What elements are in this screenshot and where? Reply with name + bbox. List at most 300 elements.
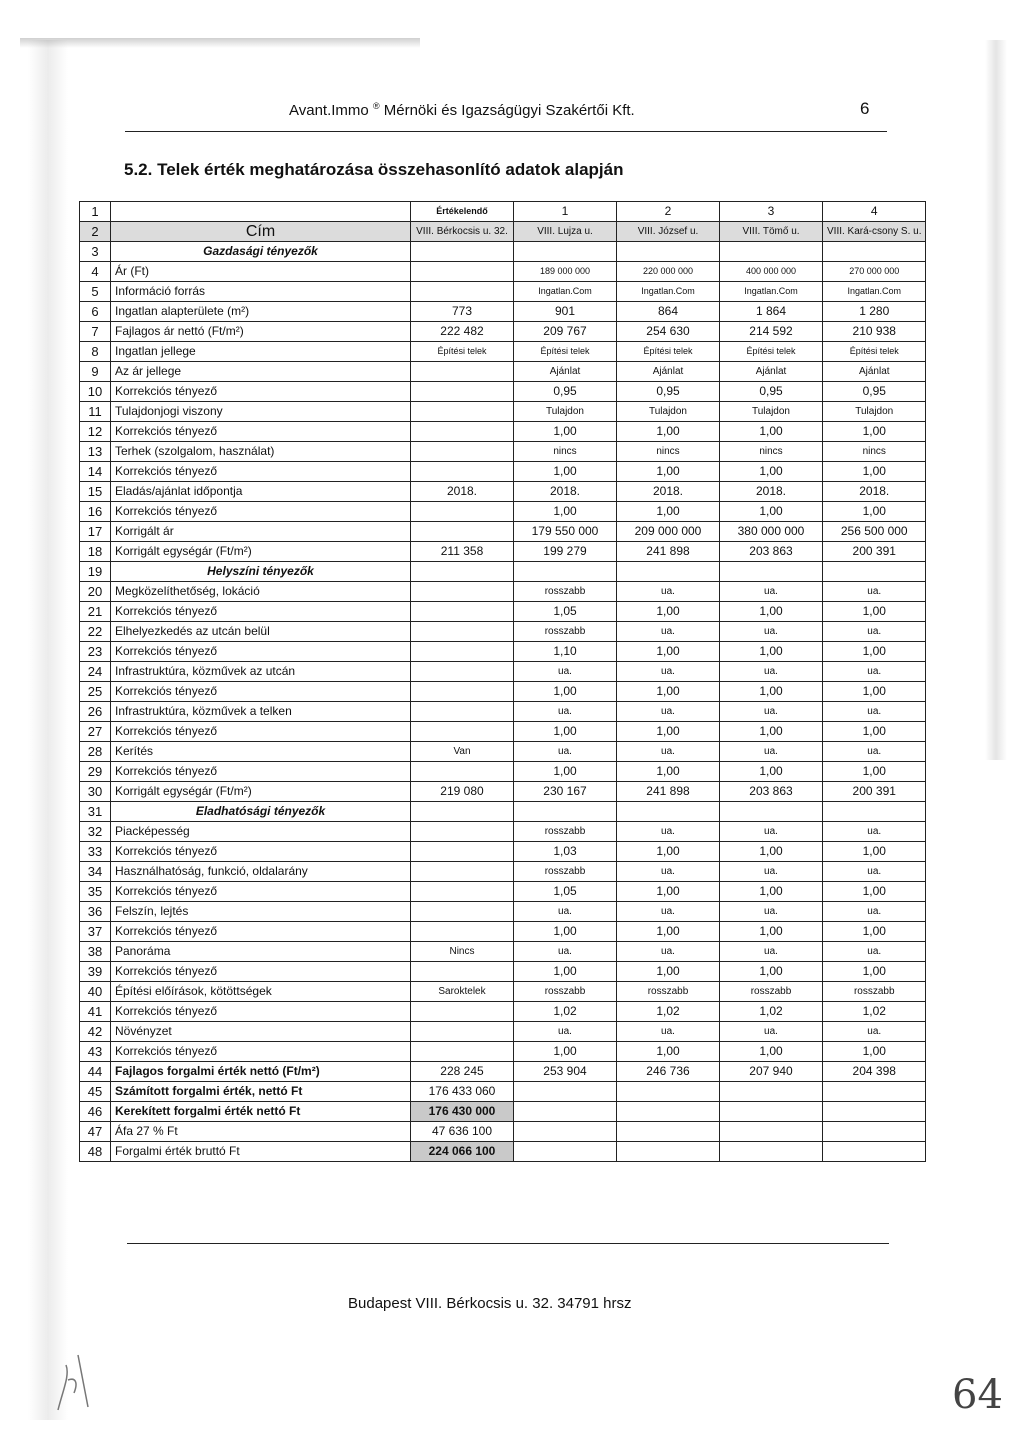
comparable-value: ua. [823, 1022, 926, 1042]
comparable-value: ua. [617, 902, 720, 922]
row-number: 24 [80, 662, 111, 682]
comparable-value [514, 562, 617, 582]
subject-value [411, 562, 514, 582]
comparable-value [823, 562, 926, 582]
table-row [80, 342, 926, 362]
comparable-value: 1,05 [514, 882, 617, 902]
comparable-value: 1,00 [720, 842, 823, 862]
subject-value: 47 636 100 [411, 1122, 514, 1142]
comparable-value: 246 736 [617, 1062, 720, 1082]
header-rule [125, 131, 887, 132]
row-label: Eladás/ajánlat időpontja [111, 482, 411, 502]
comparable-value: 1,00 [720, 642, 823, 662]
header-comparable-2: 2 [617, 202, 720, 222]
comparable-value [823, 802, 926, 822]
comparable-value: 220 000 000 [617, 262, 720, 282]
comparable-value: 1,00 [617, 642, 720, 662]
comparable-value: ua. [720, 702, 823, 722]
table-row [80, 602, 926, 622]
header-comparable-1: 1 [514, 202, 617, 222]
row-label: Ár (Ft) [111, 262, 411, 282]
subject-value [411, 382, 514, 402]
header-company: Avant.Immo ® Mérnöki és Igazságügyi Szakértői Kft. [289, 101, 635, 119]
header-subject: Értékelendő [411, 202, 514, 222]
comparable-value: Ingatlan.Com [823, 282, 926, 302]
comparable-value: 0,95 [823, 382, 926, 402]
comparable-value: 1,00 [823, 722, 926, 742]
comparable-value: ua. [617, 942, 720, 962]
comparable-value: 901 [514, 302, 617, 322]
comparable-value: 1,02 [823, 1002, 926, 1022]
table-row [80, 982, 926, 1002]
comparable-value: ua. [720, 582, 823, 602]
comparable-value: 1,00 [720, 1042, 823, 1062]
signature-scribble [48, 1335, 128, 1415]
table-row [80, 322, 926, 342]
comparable-value: 1,00 [617, 882, 720, 902]
comparable-value: ua. [617, 582, 720, 602]
comparable-value: 200 391 [823, 782, 926, 802]
row-label: Korrekciós tényező [111, 722, 411, 742]
comparable-value: 204 398 [823, 1062, 926, 1082]
subject-value [411, 822, 514, 842]
comparable-value: Ajánlat [720, 362, 823, 382]
comparable-value [617, 562, 720, 582]
comparable-value: 1,00 [514, 1042, 617, 1062]
row-number: 43 [80, 1042, 111, 1062]
row-number: 48 [80, 1142, 111, 1162]
comparable-value: 1,00 [617, 502, 720, 522]
comparison-table [79, 201, 926, 1162]
comparable-value: 1,00 [514, 462, 617, 482]
address-cell: VIII. Tömő u. [720, 222, 823, 242]
comparable-value: ua. [514, 902, 617, 922]
comparable-value: 1,00 [617, 422, 720, 442]
comparable-value: 207 940 [720, 1062, 823, 1082]
comparable-value: rosszabb [617, 982, 720, 1002]
subject-value: Saroktelek [411, 982, 514, 1002]
comparable-value: ua. [514, 742, 617, 762]
table-row [80, 722, 926, 742]
page-number: 6 [860, 99, 870, 118]
comparable-value: rosszabb [823, 982, 926, 1002]
comparable-value: 1,00 [617, 962, 720, 982]
comparable-value: ua. [617, 1022, 720, 1042]
row-number: 47 [80, 1122, 111, 1142]
table-row [80, 542, 926, 562]
row-number: 46 [80, 1102, 111, 1122]
row-label: Fajlagos ár nettó (Ft/m²) [111, 322, 411, 342]
row-number: 2 [80, 222, 111, 242]
comparable-value: Tulajdon [823, 402, 926, 422]
row-number: 1 [80, 202, 111, 222]
comparable-value [720, 562, 823, 582]
comparable-value: 1,02 [514, 1002, 617, 1022]
comparable-value [823, 1122, 926, 1142]
table-row [80, 662, 926, 682]
comparable-value: ua. [823, 862, 926, 882]
row-label: Információ forrás [111, 282, 411, 302]
comparable-value: Ingatlan.Com [720, 282, 823, 302]
row-label: Korrigált egységár (Ft/m²) [111, 782, 411, 802]
footer-rule [127, 1243, 889, 1244]
comparable-value: ua. [617, 622, 720, 642]
scan-shadow-left [28, 40, 68, 1420]
table-row [80, 462, 926, 482]
comparable-value [514, 1082, 617, 1102]
subject-value [411, 522, 514, 542]
table-row [80, 402, 926, 422]
comparable-value: 210 938 [823, 322, 926, 342]
row-label: Piacképesség [111, 822, 411, 842]
row-number: 27 [80, 722, 111, 742]
comparable-value: Tulajdon [617, 402, 720, 422]
comparable-value: 1,00 [617, 722, 720, 742]
subject-value: 228 245 [411, 1062, 514, 1082]
subject-value: Nincs [411, 942, 514, 962]
row-label: Ingatlan alapterülete (m²) [111, 302, 411, 322]
row-number: 11 [80, 402, 111, 422]
comparable-value: ua. [823, 702, 926, 722]
row-number: 28 [80, 742, 111, 762]
comparable-value: ua. [617, 822, 720, 842]
footer-address: Budapest VIII. Bérkocsis u. 32. 34791 hrsz [348, 1295, 632, 1312]
table-row [80, 882, 926, 902]
row-number: 34 [80, 862, 111, 882]
comparable-value [617, 1102, 720, 1122]
comparable-value: 2018. [720, 482, 823, 502]
comparable-value: 1,00 [823, 422, 926, 442]
table-row [80, 682, 926, 702]
comparable-value: 1,00 [823, 462, 926, 482]
comparable-value: 1,00 [720, 682, 823, 702]
row-number: 15 [80, 482, 111, 502]
comparable-value: rosszabb [514, 982, 617, 1002]
comparable-value: 1,03 [514, 842, 617, 862]
table-row [80, 822, 926, 842]
row-label: Építési előírások, kötöttségek [111, 982, 411, 1002]
table-row [80, 1062, 926, 1082]
comparable-value: 230 167 [514, 782, 617, 802]
comparable-value [617, 1082, 720, 1102]
comparable-value [720, 1122, 823, 1142]
row-number: 7 [80, 322, 111, 342]
row-label: Korrekciós tényező [111, 762, 411, 782]
row-label: Korrigált ár [111, 522, 411, 542]
comparable-value: 1,00 [823, 502, 926, 522]
section-heading: Eladhatósági tényezők [111, 802, 411, 822]
row-number: 29 [80, 762, 111, 782]
address-cell: VIII. József u. [617, 222, 720, 242]
comparable-value: 1,00 [823, 882, 926, 902]
row-number: 16 [80, 502, 111, 522]
row-number: 23 [80, 642, 111, 662]
comparable-value [514, 1102, 617, 1122]
comparable-value: ua. [514, 702, 617, 722]
table-row [80, 382, 926, 402]
header-label-cell [111, 202, 411, 222]
comparable-value: ua. [823, 942, 926, 962]
table-row [80, 862, 926, 882]
comparable-value: 1,00 [617, 762, 720, 782]
row-label: Tulajdonjogi viszony [111, 402, 411, 422]
comparable-value: 1,00 [823, 962, 926, 982]
row-number: 10 [80, 382, 111, 402]
row-number: 38 [80, 942, 111, 962]
table-row [80, 1022, 926, 1042]
comparable-value: 864 [617, 302, 720, 322]
row-number: 31 [80, 802, 111, 822]
comparable-value: 256 500 000 [823, 522, 926, 542]
scan-shadow-top [20, 38, 420, 48]
comparable-value: ua. [823, 742, 926, 762]
table-row [80, 942, 926, 962]
comparable-value: ua. [720, 742, 823, 762]
row-number: 41 [80, 1002, 111, 1022]
section-title: 5.2. Telek érték meghatározása összehasonlító adatok alapján [124, 160, 624, 179]
comparable-value: 2018. [514, 482, 617, 502]
table-address-row [80, 222, 926, 242]
comparable-value: ua. [720, 862, 823, 882]
comparable-value: 1,00 [514, 762, 617, 782]
subject-value [411, 802, 514, 822]
row-label: Korrekciós tényező [111, 842, 411, 862]
row-label: Áfa 27 % Ft [111, 1122, 411, 1142]
subject-value [411, 682, 514, 702]
comparable-value: 1,00 [720, 602, 823, 622]
row-number: 39 [80, 962, 111, 982]
subject-value [411, 582, 514, 602]
comparable-value: 241 898 [617, 782, 720, 802]
table-row [80, 922, 926, 942]
comparable-value: 1,00 [617, 682, 720, 702]
row-number: 12 [80, 422, 111, 442]
comparable-value: 1,00 [617, 602, 720, 622]
row-label: Növényzet [111, 1022, 411, 1042]
comparable-value [720, 1082, 823, 1102]
address-cell: VIII. Bérkocsis u. 32. [411, 222, 514, 242]
table-row [80, 742, 926, 762]
handwritten-page-number: 64 [952, 1372, 1003, 1418]
comparable-value [617, 242, 720, 262]
table-row [80, 562, 926, 582]
row-label: Korrekciós tényező [111, 642, 411, 662]
comparable-value: 214 592 [720, 322, 823, 342]
row-number: 22 [80, 622, 111, 642]
table-row [80, 782, 926, 802]
row-label: Forgalmi érték bruttó Ft [111, 1142, 411, 1162]
comparable-value: 1,02 [720, 1002, 823, 1022]
comparable-value: 1,00 [823, 1042, 926, 1062]
comparable-value: 1,00 [720, 882, 823, 902]
comparable-value: 0,95 [514, 382, 617, 402]
comparable-value: 1,00 [720, 762, 823, 782]
header-comparable-4: 4 [823, 202, 926, 222]
comparable-value [514, 242, 617, 262]
comparable-value: rosszabb [514, 622, 617, 642]
row-number: 44 [80, 1062, 111, 1082]
subject-value: 176 430 000 [411, 1102, 514, 1122]
comparable-value: 2018. [823, 482, 926, 502]
row-number: 5 [80, 282, 111, 302]
comparable-value [823, 1102, 926, 1122]
table-row [80, 502, 926, 522]
comparable-value: ua. [720, 662, 823, 682]
comparable-value: 0,95 [720, 382, 823, 402]
subject-value [411, 1002, 514, 1022]
comparable-value: ua. [823, 902, 926, 922]
comparable-value: 199 279 [514, 542, 617, 562]
comparable-value: 1,00 [720, 462, 823, 482]
comparable-value [720, 1102, 823, 1122]
comparable-value: 270 000 000 [823, 262, 926, 282]
comparable-value: 1 864 [720, 302, 823, 322]
row-label: Az ár jellege [111, 362, 411, 382]
comparable-value: 1,00 [720, 962, 823, 982]
subject-value [411, 422, 514, 442]
comparable-value: ua. [514, 1022, 617, 1042]
table-row [80, 442, 926, 462]
comparable-value: ua. [617, 742, 720, 762]
comparable-value: rosszabb [514, 582, 617, 602]
comparable-value: Ingatlan.Com [617, 282, 720, 302]
comparable-value: 1,00 [617, 922, 720, 942]
row-number: 19 [80, 562, 111, 582]
row-number: 17 [80, 522, 111, 542]
row-label: Fajlagos forgalmi érték nettó (Ft/m²) [111, 1062, 411, 1082]
comparable-value: nincs [823, 442, 926, 462]
row-number: 36 [80, 902, 111, 922]
row-label: Korrekciós tényező [111, 922, 411, 942]
comparable-value: Ajánlat [514, 362, 617, 382]
row-label: Használhatóság, funkció, oldalarány [111, 862, 411, 882]
table-row [80, 702, 926, 722]
row-number: 35 [80, 882, 111, 902]
comparable-value: nincs [720, 442, 823, 462]
subject-value [411, 402, 514, 422]
subject-value [411, 1022, 514, 1042]
comparable-value: 1,00 [720, 922, 823, 942]
comparable-value: Ajánlat [823, 362, 926, 382]
table-row [80, 902, 926, 922]
row-label: Megközelíthetőség, lokáció [111, 582, 411, 602]
comparable-value: Ajánlat [617, 362, 720, 382]
subject-value [411, 602, 514, 622]
section-heading: Helyszíni tényezők [111, 562, 411, 582]
comparable-value: Építési telek [617, 342, 720, 362]
table-row [80, 282, 926, 302]
comparable-value: 2018. [617, 482, 720, 502]
subject-value [411, 722, 514, 742]
subject-value [411, 282, 514, 302]
comparable-value: 1,00 [617, 462, 720, 482]
comparable-value: 1,00 [823, 642, 926, 662]
comparable-value [720, 242, 823, 262]
comparable-value: 1,00 [514, 962, 617, 982]
comparable-value [720, 1142, 823, 1162]
section-heading: Gazdasági tényezők [111, 242, 411, 262]
subject-value: 224 066 100 [411, 1142, 514, 1162]
comparable-value: 1,05 [514, 602, 617, 622]
comparable-value: 209 000 000 [617, 522, 720, 542]
subject-value [411, 902, 514, 922]
subject-value: 222 482 [411, 322, 514, 342]
row-number: 32 [80, 822, 111, 842]
comparable-value: 1,00 [514, 502, 617, 522]
subject-value [411, 642, 514, 662]
row-label: Terhek (szolgalom, használat) [111, 442, 411, 462]
comparable-value: rosszabb [720, 982, 823, 1002]
comparable-value: ua. [823, 582, 926, 602]
row-number: 42 [80, 1022, 111, 1042]
address-cell: VIII. Kará-csony S. u. [823, 222, 926, 242]
table-row [80, 842, 926, 862]
comparable-value [617, 1142, 720, 1162]
comparable-value: ua. [720, 1022, 823, 1042]
table-row [80, 622, 926, 642]
comparable-value [617, 802, 720, 822]
comparable-value: ua. [823, 622, 926, 642]
comparable-value: 1 280 [823, 302, 926, 322]
comparable-value: ua. [617, 702, 720, 722]
comparable-value: Építési telek [823, 342, 926, 362]
comparable-value: 1,00 [514, 682, 617, 702]
comparable-value: 253 904 [514, 1062, 617, 1082]
comparable-value [514, 1142, 617, 1162]
address-label: Cím [111, 222, 411, 242]
comparable-value: Ingatlan.Com [514, 282, 617, 302]
row-label: Korrekciós tényező [111, 602, 411, 622]
row-label: Korrekciós tényező [111, 1042, 411, 1062]
comparable-value: Tulajdon [514, 402, 617, 422]
comparable-value: rosszabb [514, 862, 617, 882]
comparable-value: 400 000 000 [720, 262, 823, 282]
header-comparable-3: 3 [720, 202, 823, 222]
comparable-value: 1,00 [823, 842, 926, 862]
subject-value: Építési telek [411, 342, 514, 362]
row-number: 6 [80, 302, 111, 322]
row-label: Korrekciós tényező [111, 882, 411, 902]
comparable-value: 1,00 [514, 422, 617, 442]
table-row [80, 242, 926, 262]
subject-value [411, 862, 514, 882]
subject-value [411, 242, 514, 262]
table-row [80, 582, 926, 602]
comparable-value: ua. [617, 862, 720, 882]
table-row [80, 642, 926, 662]
comparable-value [617, 1122, 720, 1142]
comparable-value: 254 630 [617, 322, 720, 342]
comparable-value: 1,02 [617, 1002, 720, 1022]
row-label: Infrastruktúra, közművek az utcán [111, 662, 411, 682]
row-number: 30 [80, 782, 111, 802]
table-row [80, 1042, 926, 1062]
table-row [80, 762, 926, 782]
row-number: 33 [80, 842, 111, 862]
subject-value [411, 762, 514, 782]
row-number: 8 [80, 342, 111, 362]
subject-value [411, 842, 514, 862]
row-number: 18 [80, 542, 111, 562]
row-label: Kerítés [111, 742, 411, 762]
comparable-value: ua. [514, 942, 617, 962]
row-label: Korrekciós tényező [111, 682, 411, 702]
comparable-value: nincs [514, 442, 617, 462]
subject-value [411, 362, 514, 382]
comparable-value: ua. [720, 902, 823, 922]
row-label: Számított forgalmi érték, nettó Ft [111, 1082, 411, 1102]
row-label: Korrigált egységár (Ft/m²) [111, 542, 411, 562]
